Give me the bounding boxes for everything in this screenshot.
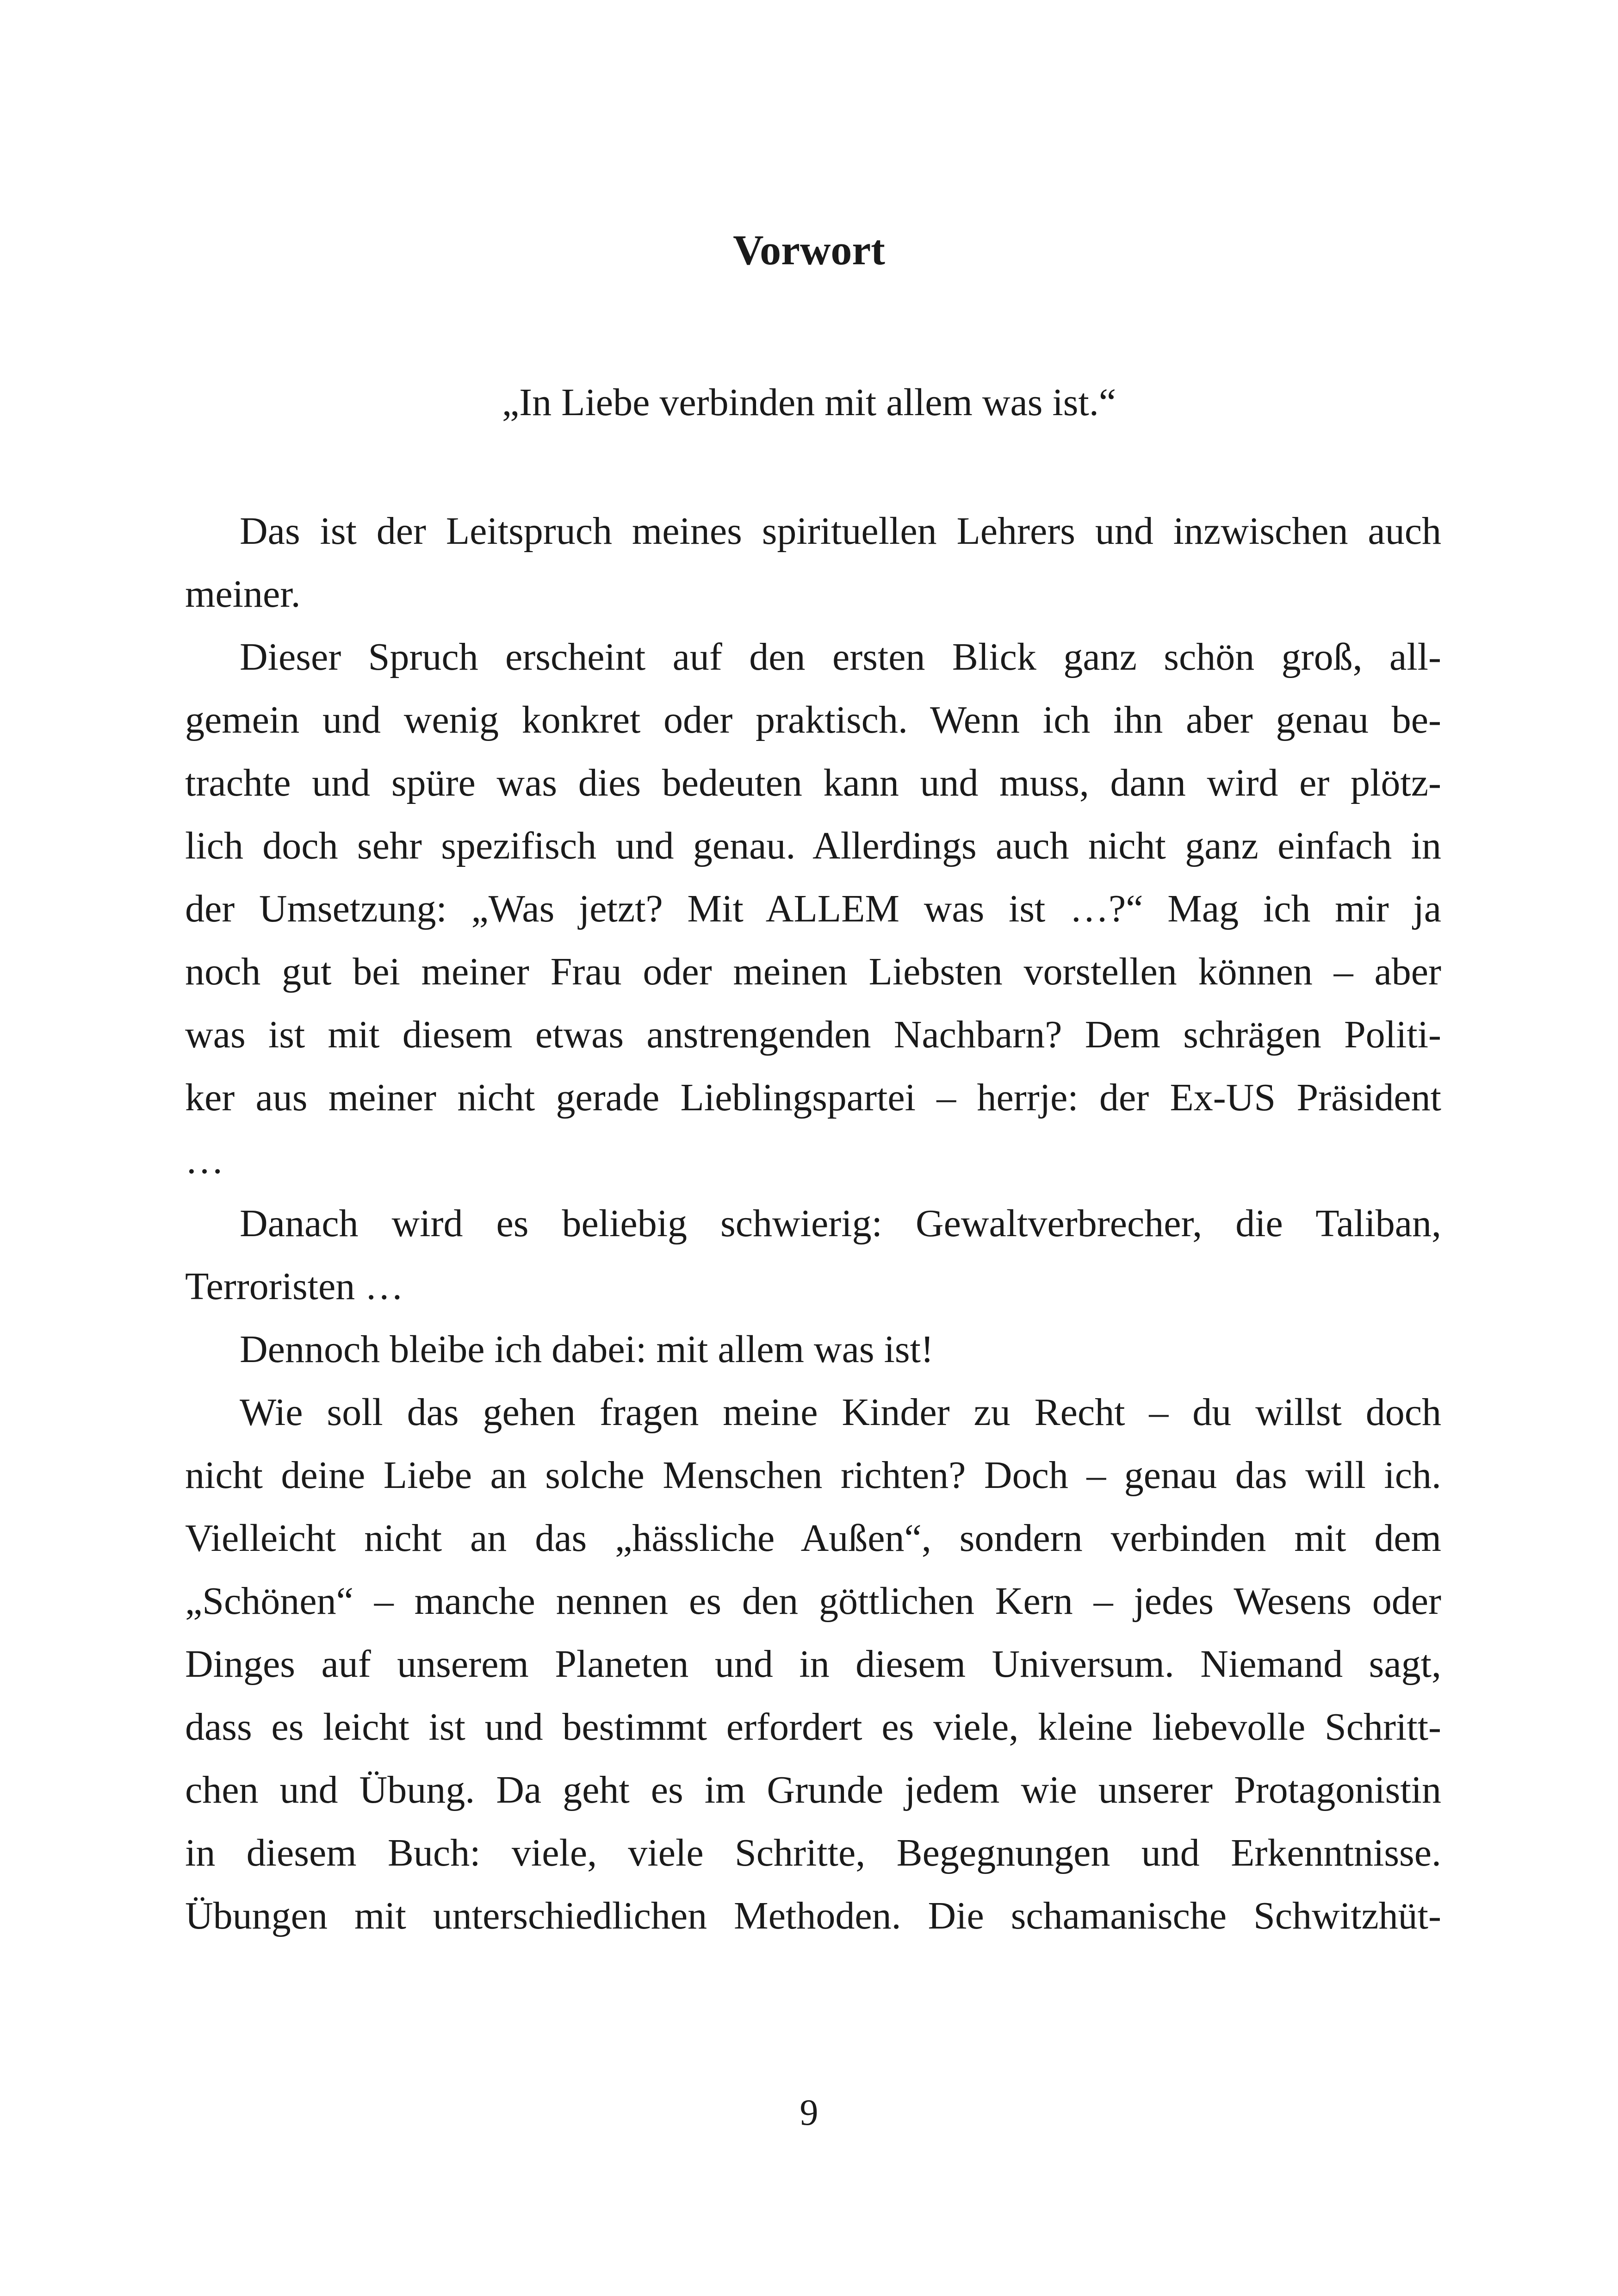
text-line: Terroristen … bbox=[185, 1265, 404, 1308]
text-line: chen und Übung. Da geht es im Grunde jedem wie unserer Protagonistin bbox=[185, 1768, 1441, 1811]
text-line: Dieser Spruch erscheint auf den ersten Blick ganz schön groß, all- bbox=[240, 635, 1441, 678]
text-line: meiner. bbox=[185, 572, 301, 616]
text-line: dass es leicht ist und bestimmt erfordert es viele, kleine liebevolle Schritt- bbox=[185, 1705, 1441, 1748]
paragraph bbox=[185, 1318, 1441, 1381]
text-line: was ist mit diesem etwas anstrengenden Nachbarn? Dem schrägen Politi- bbox=[185, 1013, 1441, 1056]
text-line: nicht deine Liebe an solche Menschen richten? Doch – genau das will ich. bbox=[185, 1454, 1441, 1497]
page-number: 9 bbox=[800, 2092, 818, 2133]
paragraph bbox=[185, 1381, 1441, 1948]
epigraph-quote: „In Liebe verbinden mit allem was ist.“ bbox=[502, 381, 1116, 424]
text-line: … bbox=[185, 1139, 224, 1182]
body-text bbox=[185, 500, 1441, 1948]
text-line: Das ist der Leitspruch meines spirituellen Lehrers und inzwischen auch bbox=[240, 510, 1441, 553]
text-line: der Umsetzung: „Was jetzt? Mit ALLEM was ist …?“ Mag ich mir ja bbox=[185, 887, 1441, 930]
paragraph bbox=[185, 500, 1441, 626]
text-line: trachte und spüre was dies bedeuten kann und muss, dann wird er plötz- bbox=[185, 761, 1441, 804]
chapter-heading: Vorwort bbox=[733, 226, 885, 274]
paragraph bbox=[185, 1192, 1441, 1318]
text-line: Vielleicht nicht an das „hässliche Außen“, sondern verbinden mit dem bbox=[185, 1517, 1441, 1560]
text-line: Danach wird es beliebig schwierig: Gewaltverbrecher, die Taliban, bbox=[240, 1202, 1441, 1245]
text-line: „Schönen“ – manche nennen es den göttlichen Kern – jedes Wesens oder bbox=[185, 1580, 1441, 1623]
text-line: noch gut bei meiner Frau oder meinen Liebsten vorstellen können – aber bbox=[185, 950, 1441, 993]
paragraph bbox=[185, 626, 1441, 1192]
text-line: in diesem Buch: viele, viele Schritte, Begegnungen und Erkenntnisse. bbox=[185, 1831, 1441, 1874]
text-line: Übungen mit unterschiedlichen Methoden. Die schamanische Schwitzhüt- bbox=[185, 1894, 1441, 1937]
text-line: Dinges auf unserem Planeten und in diesem Universum. Niemand sagt, bbox=[185, 1643, 1441, 1686]
text-line: lich doch sehr spezifisch und genau. Allerdings auch nicht ganz einfach in bbox=[185, 824, 1441, 867]
text-line: gemein und wenig konkret oder praktisch. Wenn ich ihn aber genau be- bbox=[185, 698, 1441, 741]
text-line: ker aus meiner nicht gerade Lieblingspartei – herrje: der Ex-US Präsident bbox=[185, 1076, 1441, 1119]
text-line: Wie soll das gehen fragen meine Kinder zu Recht – du willst doch bbox=[240, 1391, 1441, 1434]
text-line: Dennoch bleibe ich dabei: mit allem was ist! bbox=[240, 1328, 934, 1371]
